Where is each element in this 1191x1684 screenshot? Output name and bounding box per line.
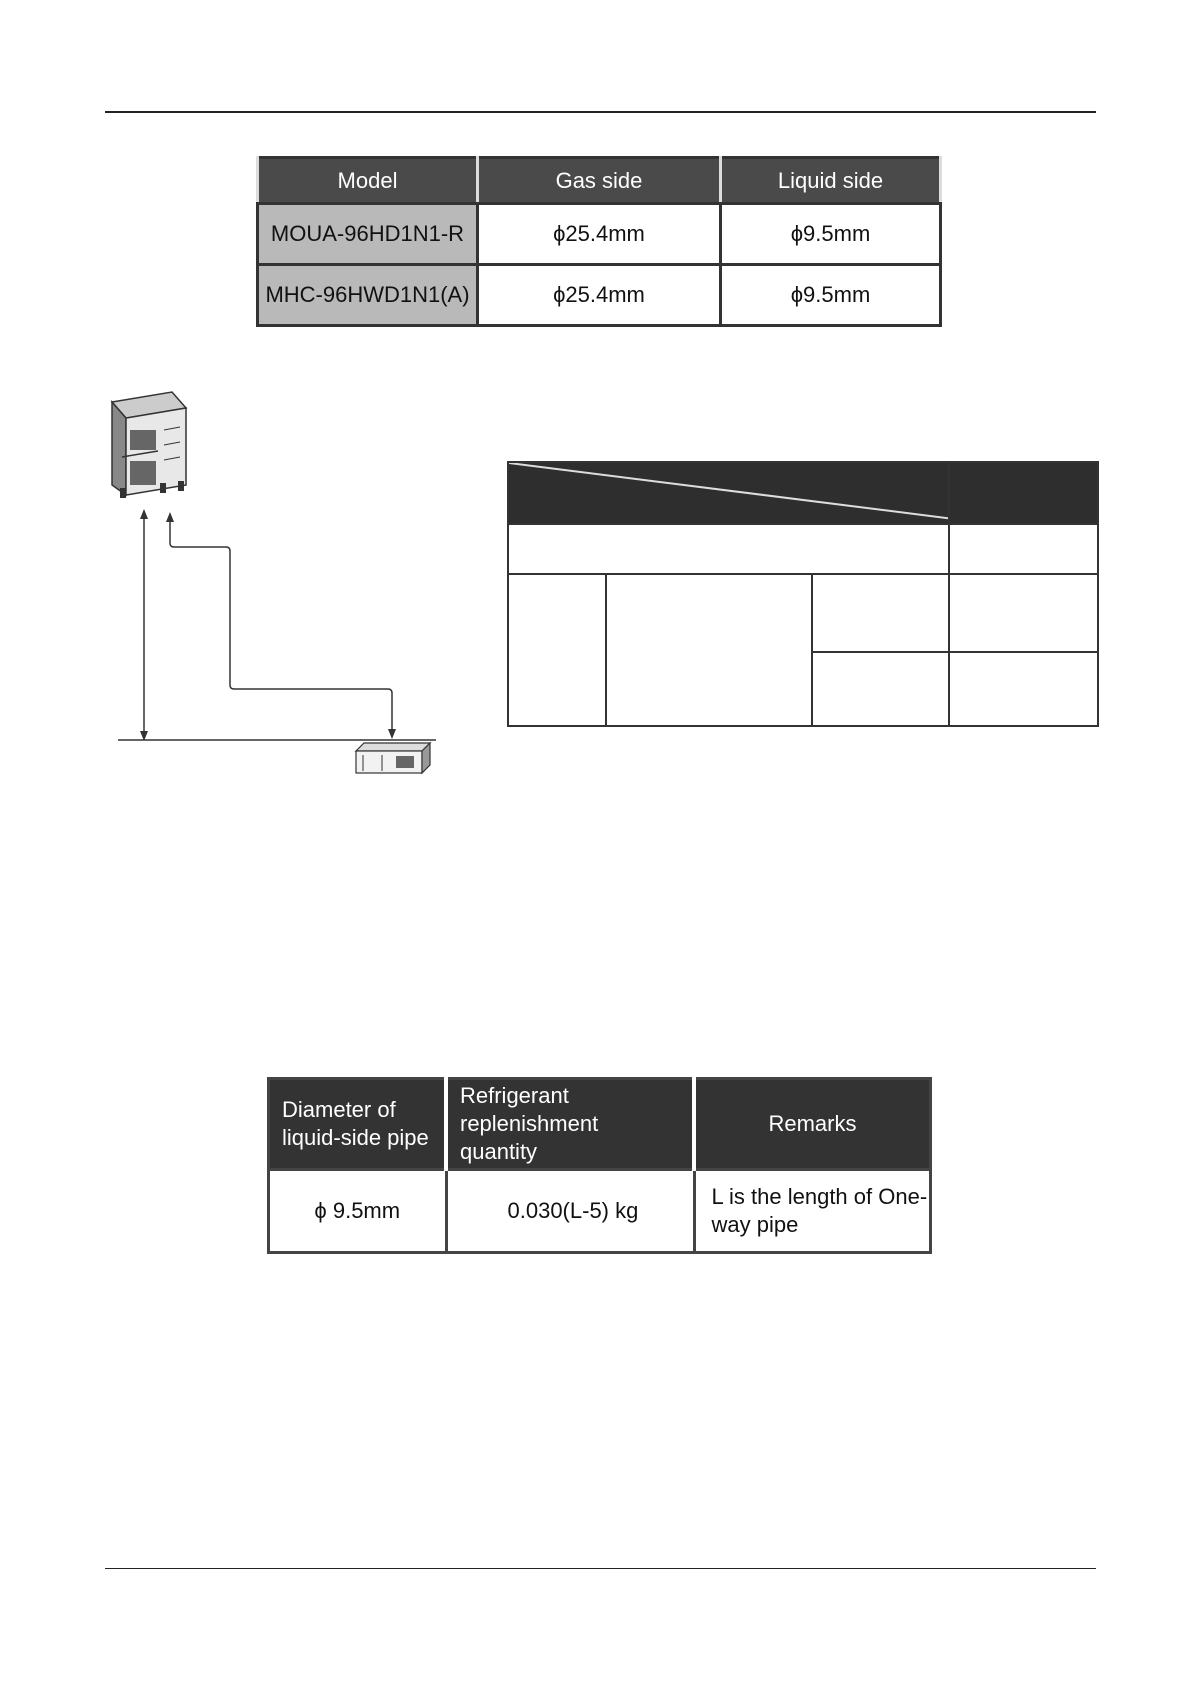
refrigerant-replenishment-table <box>267 1077 932 1254</box>
quantity-cell: 0.030(L-5) kg <box>446 1170 694 1253</box>
blank-cell <box>949 652 1098 726</box>
blank-cell <box>508 524 949 574</box>
header-liquid-side: Liquid side <box>721 158 941 204</box>
table-header-row <box>258 158 941 204</box>
blank-table <box>507 461 1099 727</box>
remarks-cell: L is the length of One-way pipe <box>694 1170 931 1253</box>
header-quantity: Refrigerant replenishment quantity <box>446 1079 694 1170</box>
diameter-cell: ϕ 9.5mm <box>269 1170 447 1253</box>
liquid-side-cell: ϕ9.5mm <box>721 265 941 326</box>
model-cell: MHC-96HWD1N1(A) <box>258 265 478 326</box>
footer-rule <box>105 1568 1096 1569</box>
gas-side-cell: ϕ25.4mm <box>478 265 721 326</box>
blank-cell <box>812 652 949 726</box>
header-model: Model <box>258 158 478 204</box>
blank-cell <box>508 574 606 726</box>
height-arrow <box>140 509 148 741</box>
refrigerant-pipe <box>166 512 396 739</box>
blank-cell <box>812 574 949 652</box>
table-row <box>258 265 941 326</box>
header-diameter: Diameter of liquid-side pipe <box>269 1079 447 1170</box>
pipe-diameter-table <box>256 156 942 327</box>
diagonal-header-cell <box>508 462 949 524</box>
table-header-row <box>269 1079 931 1170</box>
header-remarks: Remarks <box>694 1079 931 1170</box>
header-gas-side: Gas side <box>478 158 721 204</box>
table-row <box>258 204 941 265</box>
blank-cell <box>949 524 1098 574</box>
installation-diagram <box>100 385 460 785</box>
indoor-unit-icon <box>356 743 430 773</box>
blank-cell <box>606 574 812 726</box>
liquid-side-cell: ϕ9.5mm <box>721 204 941 265</box>
gas-side-cell: ϕ25.4mm <box>478 204 721 265</box>
header-cell <box>949 462 1098 524</box>
model-cell: MOUA-96HD1N1-R <box>258 204 478 265</box>
outdoor-unit-icon <box>112 392 186 498</box>
blank-cell <box>949 574 1098 652</box>
diagonal-line <box>509 463 948 523</box>
header-rule <box>105 111 1096 113</box>
table-row <box>269 1170 931 1253</box>
